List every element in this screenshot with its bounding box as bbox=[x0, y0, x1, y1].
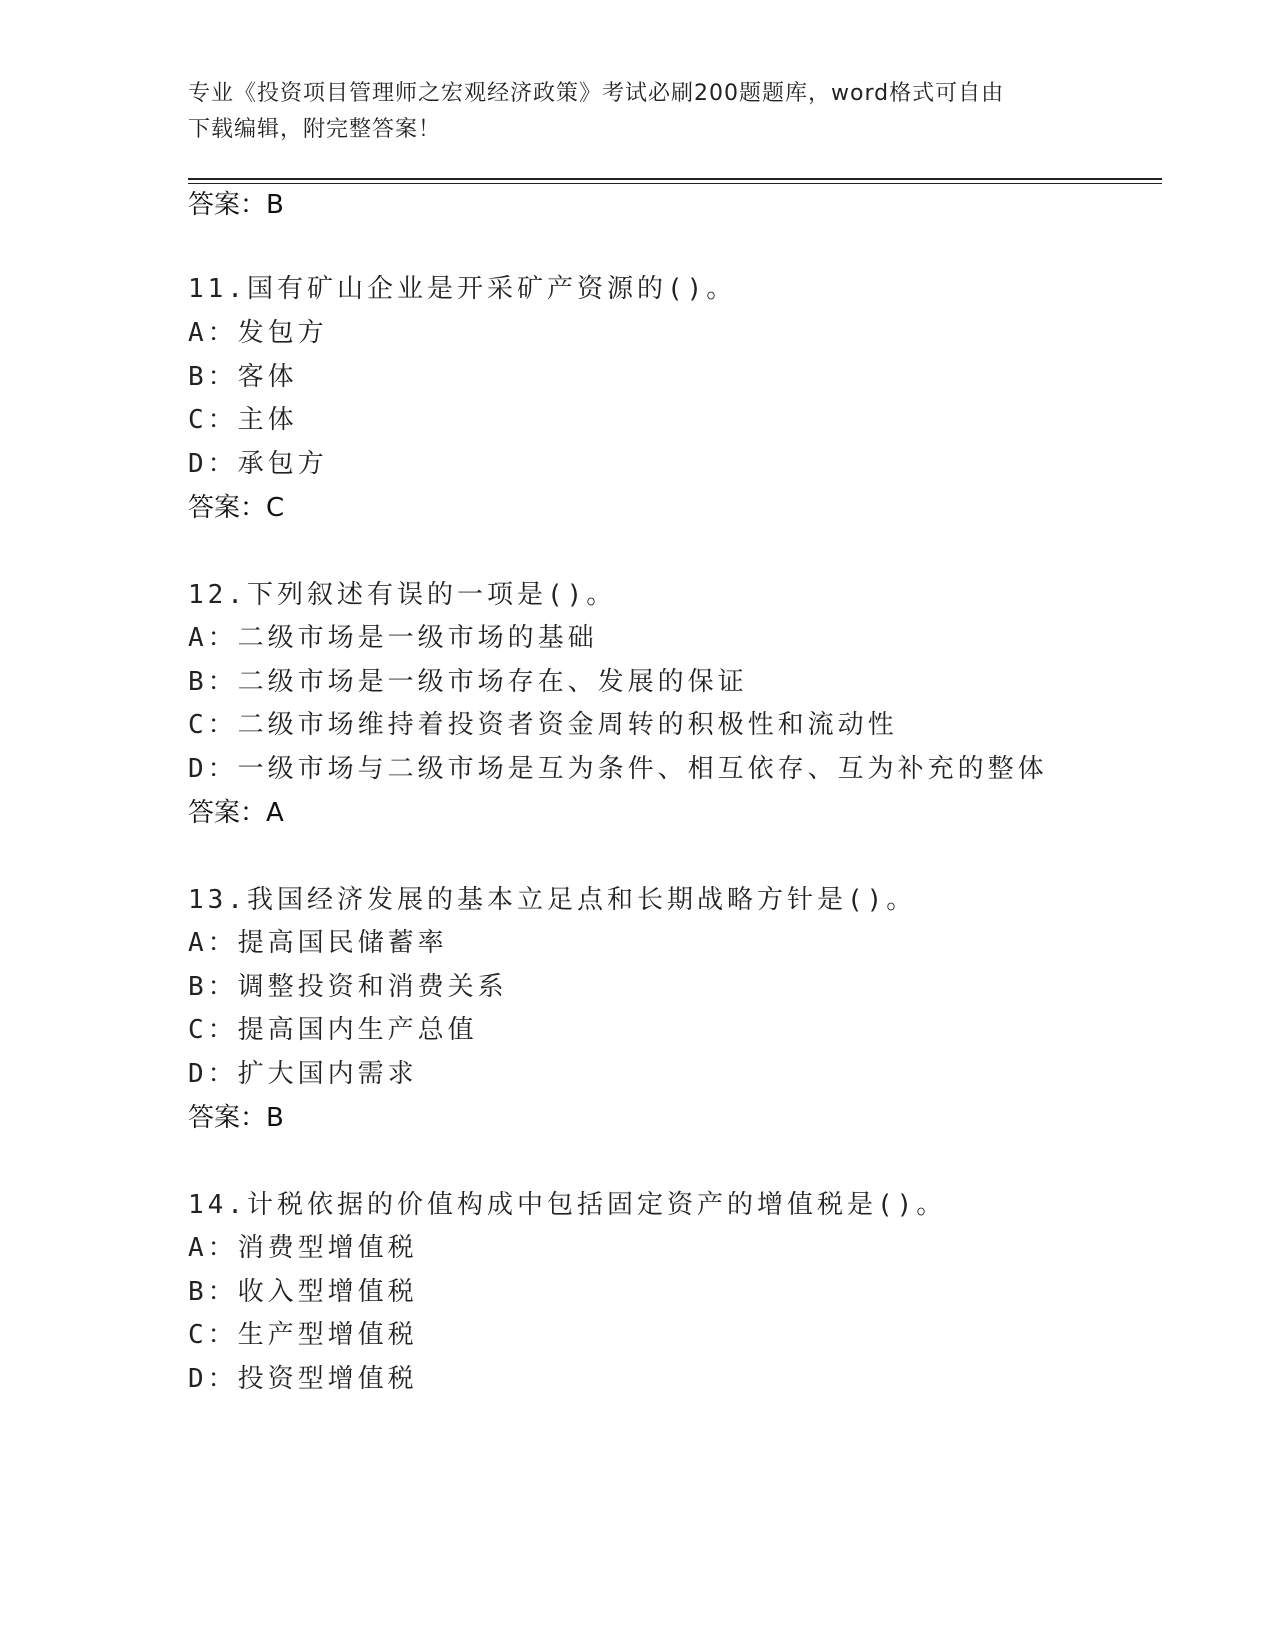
header-divider-thick bbox=[188, 178, 1162, 180]
header-line-2: 下载编辑，附完整答案！ bbox=[188, 117, 442, 142]
option-c: C：二级市场维持着投资者资金周转的积极性和流动性 bbox=[188, 710, 898, 740]
answer-label: 答案：B bbox=[188, 1103, 284, 1133]
question-stem: 11.国有矿山企业是开采矿产资源的()。 bbox=[188, 274, 737, 304]
option-b: B：调整投资和消费关系 bbox=[188, 972, 508, 1002]
header-line-1: 专业《投资项目管理师之宏观经济政策》考试必刷200题题库，word格式可自由 bbox=[188, 81, 1005, 106]
header-divider-thin bbox=[188, 183, 1162, 184]
option-d: D：投资型增值税 bbox=[188, 1364, 418, 1394]
answer-label: 答案：B bbox=[188, 190, 284, 220]
document-header bbox=[188, 76, 1088, 148]
option-b: B：客体 bbox=[188, 362, 298, 392]
question-stem: 14.计税依据的价值构成中包括固定资产的增值税是()。 bbox=[188, 1190, 947, 1220]
option-d: D：一级市场与二级市场是互为条件、相互依存、互为补充的整体 bbox=[188, 754, 1048, 784]
option-c: C：主体 bbox=[188, 405, 298, 435]
option-a: A：二级市场是一级市场的基础 bbox=[188, 623, 598, 653]
option-b: B：收入型增值税 bbox=[188, 1277, 418, 1307]
answer-label: 答案：C bbox=[188, 493, 285, 523]
option-a: A：发包方 bbox=[188, 318, 328, 348]
answer-label: 答案：A bbox=[188, 798, 284, 828]
option-c: C：提高国内生产总值 bbox=[188, 1015, 478, 1045]
question-stem: 13.我国经济发展的基本立足点和长期战略方针是()。 bbox=[188, 885, 917, 915]
option-c: C：生产型增值税 bbox=[188, 1320, 418, 1350]
option-a: A：消费型增值税 bbox=[188, 1233, 418, 1263]
option-d: D：扩大国内需求 bbox=[188, 1059, 418, 1089]
option-b: B：二级市场是一级市场存在、发展的保证 bbox=[188, 667, 748, 697]
question-stem: 12.下列叙述有误的一项是()。 bbox=[188, 580, 617, 610]
option-a: A：提高国民储蓄率 bbox=[188, 928, 448, 958]
option-d: D：承包方 bbox=[188, 449, 328, 479]
